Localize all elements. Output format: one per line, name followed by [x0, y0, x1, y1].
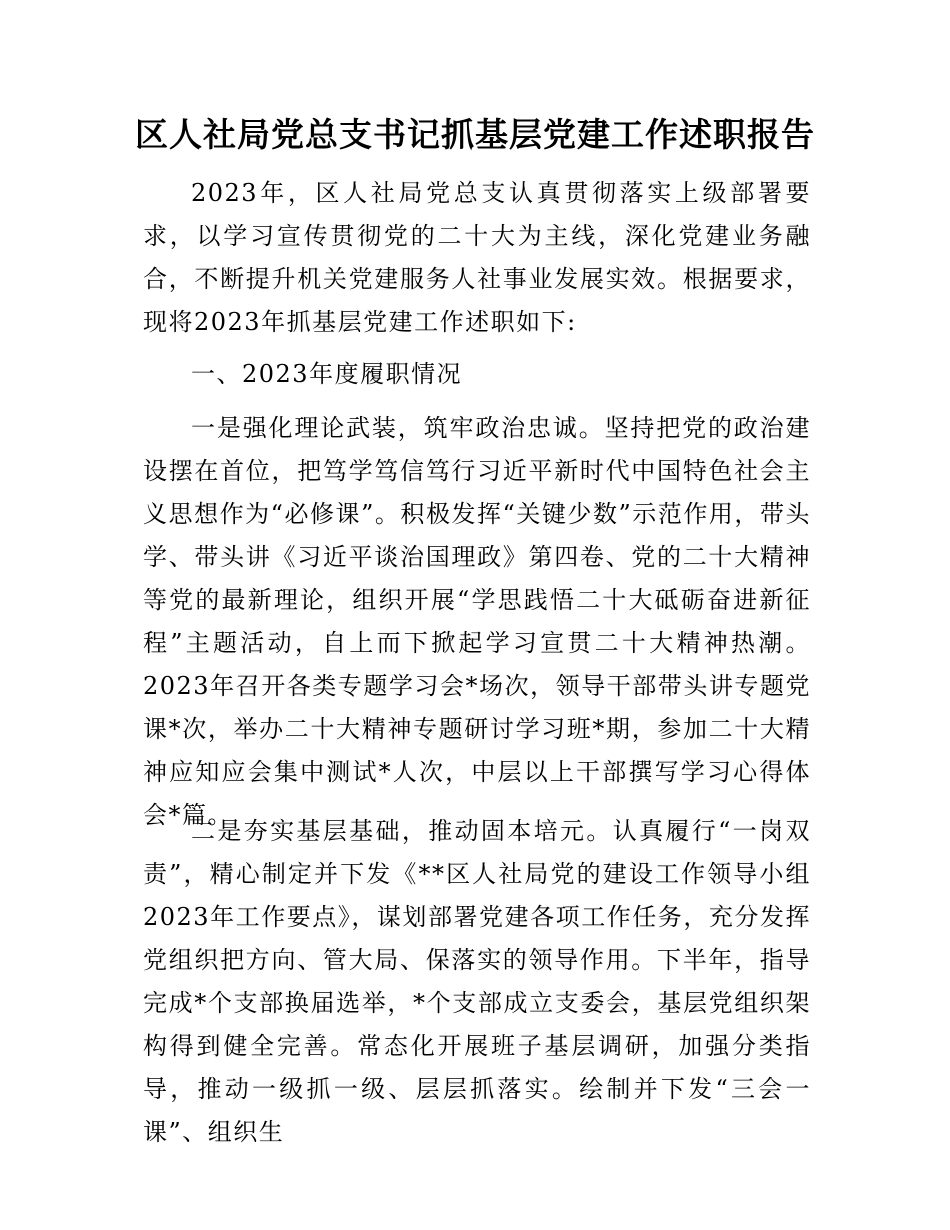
document-title: 区人社局党总支书记抓基层党建工作述职报告 — [135, 115, 815, 154]
paragraph-text: 2023年，区人社局党总支认真贯彻落实上级部署要求，以学习宣传贯彻党的二十大为主线，深化党建业务融合，不断提升机关党建服务人社事业发展实效。根据要求，现将2023年抓基层党建工作述职如下: — [143, 179, 811, 336]
intro-paragraph — [143, 172, 811, 344]
paragraph-text: 二是夯实基层基础，推动固本培元。认真履行“一岗双责”，精心制定并下发《**区人社局党的建设工作领导小组2023年工作要点》，谋划部署党建各项工作任务，充分发挥党组织把方向、管大局、保落实的领导作用。下半年，指导完成*个支部换届选举，*个支部成立支委会，基层党组织架构得到健全完善。常态化开展班子基层调研，加强分类指导，推动一级抓一级、层层抓落实。绘制并下发“三会一课”、组织生 — [143, 817, 811, 1146]
paragraph-text: 一是强化理论武装，筑牢政治忠诚。坚持把党的政治建设摆在首位，把笃学笃信笃行习近平新时代中国特色社会主义思想作为“必修课”。积极发挥“关键少数”示范作用，带头学、带头讲《习近平谈治国理政》第四卷、党的二十大精神等党的最新理论，组织开展“学思践悟二十大砥砺奋进新征程”主题活动，自上而下掀起学习宣贯二十大精神热潮。2023年召开各类专题学习会*场次，领导干部带头讲专题党课*次，举办二十大精神专题研讨学习班*期，参加二十大精神应知应会集中测试*人次，中层以上干部撰写学习心得体会*篇。 — [143, 414, 811, 829]
heading-text: 一、2023年度履职情况 — [191, 360, 463, 388]
item-paragraph-2 — [143, 810, 811, 1154]
item-paragraph-1 — [143, 407, 811, 837]
section-heading — [143, 353, 811, 396]
